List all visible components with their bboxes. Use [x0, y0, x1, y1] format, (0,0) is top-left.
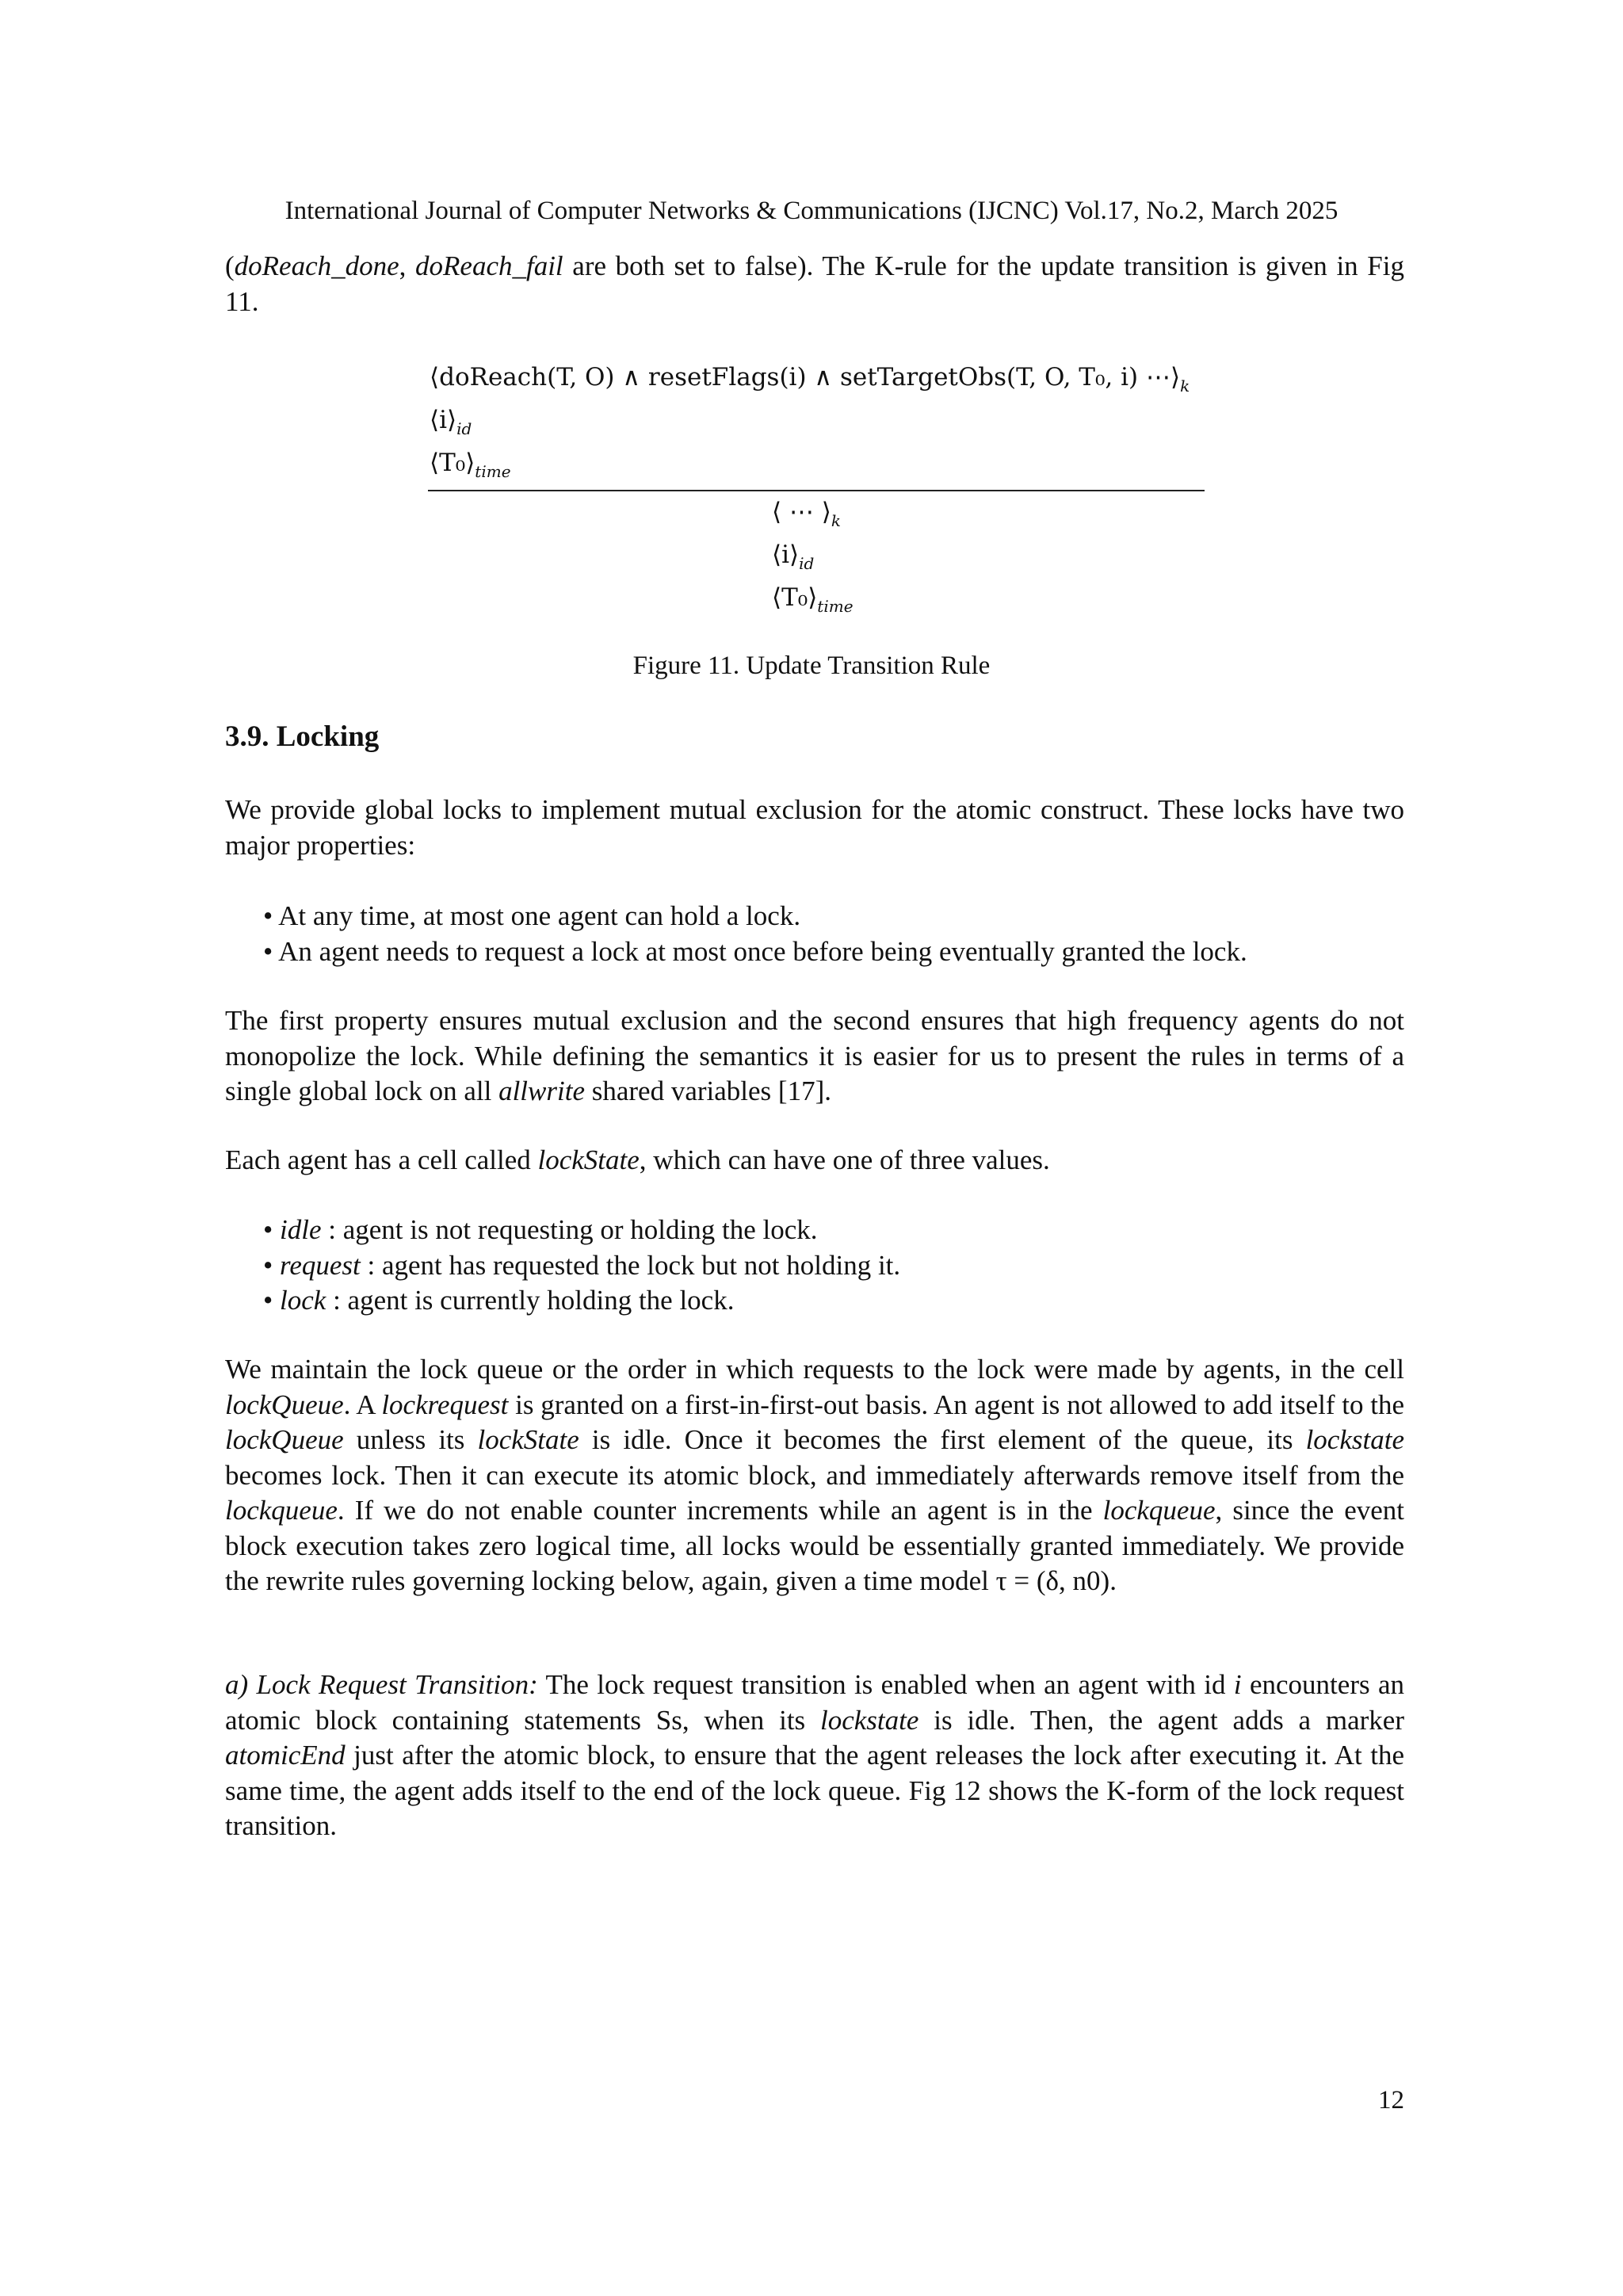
intro-term-1: doReach_done: [234, 250, 399, 281]
rule-premise-line-1: ⟨doReach(T, O) ∧ resetFlags(i) ∧ setTargetObs(T, O, T₀, i) $\cdots⟩_k$: [430, 363, 1190, 395]
journal-header: International Journal of Computer Networks & Communications (IJCNC) Vol.17, No.2, March 2025: [285, 197, 1338, 225]
rule-conclusion-line-1: ⟨ ⋯ $⟩_k$: [772, 498, 842, 530]
list-item: • lock : agent is currently holding the lock.: [263, 1283, 1404, 1319]
rule-premise-line-2: $⟨i⟩_{id}$: [430, 406, 472, 438]
list-item: • At any time, at most one agent can hold a lock.: [263, 899, 1404, 934]
intro-term-2: doReach_fail: [415, 250, 563, 281]
list-item: • request : agent has requested the lock but not holding it.: [263, 1248, 1404, 1284]
paragraph-4: We maintain the lock queue or the order in which requests to the lock were made by agents, in the cell lockQueue. A lockrequest is granted on a first-in-first-out basis. An agent is not allowed to add itself to the lockQueue unless its lockState is idle. Once it becomes the first element of the queue, its lockstate becomes lock. Then it can execute its atomic block, and immediately afterwards remove itself from the lockqueue. If we do not enable counter increments while an agent is in the lockqueue, since the event block execution takes zero logical time, all locks would be essentially granted immediately. We provide the rewrite rules governing locking below, again, given a time model τ = (δ, n0).: [225, 1354, 1404, 1596]
paragraph-1: We provide global locks to implement mutual exclusion for the atomic construct. These locks have two major properties:: [225, 794, 1404, 861]
list-item: • An agent needs to request a lock at most once before being eventually granted the lock.: [263, 934, 1404, 970]
rule-conclusion-line-2: $⟨i⟩_{id}$: [772, 541, 815, 573]
list-item: • idle : agent is not requesting or holding the lock.: [263, 1213, 1404, 1248]
paragraph-3: Each agent has a cell called lockState, which can have one of three values.: [225, 1144, 1050, 1175]
page-number: 12: [1378, 2086, 1404, 2115]
rule-conclusion-line-3: $⟨T_0⟩_{time}$: [772, 583, 854, 616]
intro-paren: (: [225, 250, 235, 281]
intro-text: are both set to false). The K-rule for the update transition is given in Fig 11.: [225, 250, 1404, 317]
lockstate-term: lockState: [537, 1144, 640, 1175]
intro-paragraph: [225, 249, 1404, 319]
subsection-label: a) Lock Request Transition:: [225, 1669, 538, 1700]
intro-comma: ,: [399, 250, 416, 281]
paragraph-2: The first property ensures mutual exclusion and the second ensures that high frequency agents do not monopolize the lock. While defining the semantics it is easier for us to present the rules in terms of a single global lock on all allwrite shared variables [17].: [225, 1005, 1404, 1106]
allwrite-term: allwrite: [498, 1075, 585, 1106]
lockstate-values-list: [263, 1213, 1404, 1319]
paragraph-5: a) Lock Request Transition: The lock request transition is enabled when an agent with id i encounters an atomic block containing statements Ss, when its lockstate is idle. Then, the agent adds a marker atomicEnd just after the atomic block, to ensure that the agent releases the lock after executing it. At the same time, the agent adds itself to the end of the lock queue. Fig 12 shows the K-form of the lock request transition.: [225, 1669, 1405, 1841]
rule-fraction-bar: [428, 490, 1205, 491]
rule-premise-line-3: $⟨T_0⟩_{time}$: [430, 449, 511, 481]
section-heading: 3.9. Locking: [225, 720, 380, 753]
property-list: [263, 899, 1404, 969]
figure-caption: Figure 11. Update Transition Rule: [632, 651, 991, 680]
